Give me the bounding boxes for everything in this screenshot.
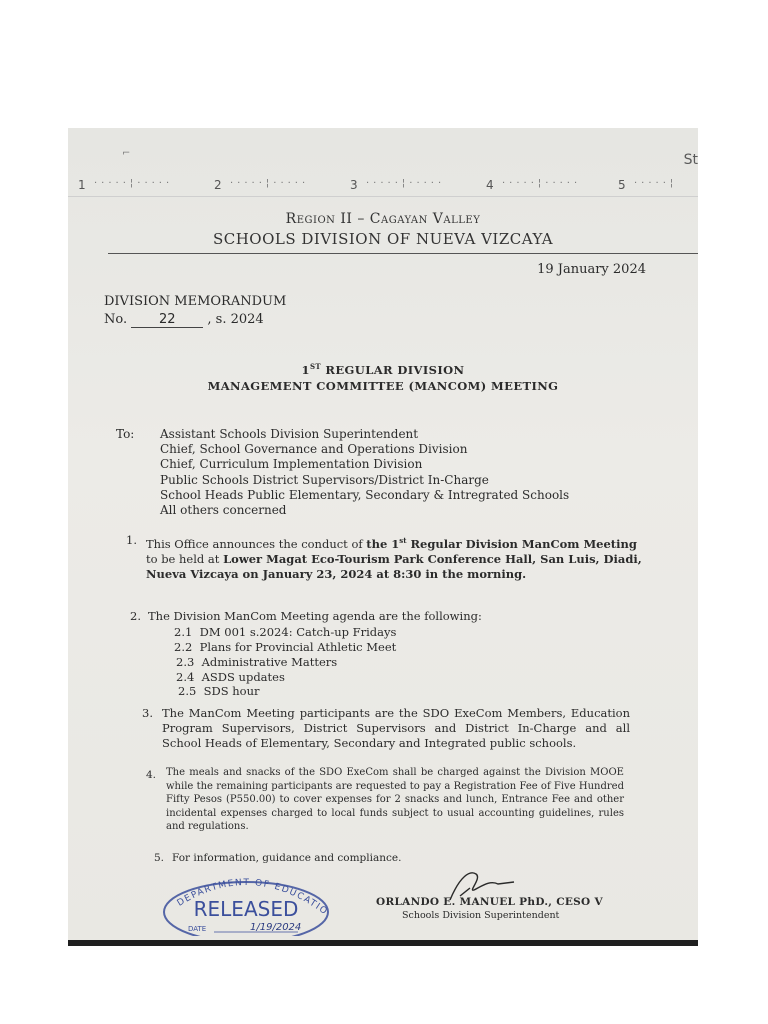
- document-photo: [68, 128, 698, 946]
- para-1-number: 1.: [126, 533, 137, 547]
- agenda-item: 2.3 Administrative Matters: [176, 655, 338, 669]
- corner-mark: ⌐: [122, 148, 131, 159]
- para-4-number: 4.: [146, 769, 157, 781]
- stamp-date-value: 1/19/2024: [250, 922, 302, 933]
- agenda-item: 2.2 Plans for Provincial Athletic Meet: [174, 640, 397, 654]
- ruler[interactable]: [68, 174, 698, 197]
- recipient: Assistant Schools Division Superintendent: [160, 427, 419, 441]
- memo-title-line2: MANAGEMENT COMMITTEE (MANCOM) MEETING: [207, 379, 559, 393]
- header-divider: [108, 253, 698, 254]
- memo-number: 22: [131, 312, 203, 328]
- released-stamp: [158, 874, 334, 936]
- signatory-title: Schools Division Superintendent: [402, 910, 560, 921]
- recipient: School Heads Public Elementary, Secondary & Intregrated Schools: [160, 488, 570, 502]
- window-edge-label: St: [683, 152, 698, 168]
- ruler-dots: ·····¦·····: [366, 178, 446, 189]
- recipient: Chief, School Governance and Operations Division: [160, 442, 468, 456]
- ruler-dots: ·····¦: [634, 178, 678, 189]
- photo-bottom-edge: [68, 940, 698, 946]
- para-5-number: 5.: [154, 852, 165, 864]
- recipient: All others concerned: [160, 503, 287, 517]
- stamp-released-word: RELEASED: [193, 897, 299, 921]
- ruler-dots: ·····¦·····: [502, 178, 582, 189]
- memo-number-line: [104, 312, 264, 328]
- ruler-dots: ·····¦·····: [94, 178, 174, 189]
- para-1-text: This Office announces the conduct of the 1st Regular Division ManCom Meeting to be held at Lower Magat Eco-Tourism Park Conference Hall, San Luis, Diadi, Nueva Vizcaya on January 23, 2024 at 8:30 in the morning.: [146, 536, 642, 581]
- memo-series: , s. 2024: [207, 312, 264, 327]
- para-4-text: The meals and snacks of the SDO ExeCom shall be charged against the Division MOOE while the remaining participants are requested to pay a Registration Fee of Five Hundred Fifty Pesos (P550.00) to cover expenses for 2 snacks and lunch, Entrance Fee and other incidental expenses charged to local funds subject to usual accounting guidelines, rules and regulations.: [166, 767, 624, 832]
- para-3-number: 3.: [142, 706, 153, 720]
- ruler-number: 3: [350, 178, 358, 192]
- para-2-number: 2.: [130, 609, 141, 623]
- region-heading: Region II – Cagayan Valley: [285, 211, 481, 227]
- memo-date: 19 January 2024: [537, 262, 646, 277]
- signatory-name: ORLANDO E. MANUEL PhD., CESO V: [376, 896, 603, 908]
- to-label: To:: [116, 427, 135, 441]
- recipient: Public Schools District Supervisors/District In-Charge: [160, 473, 489, 487]
- agenda-item: 2.4 ASDS updates: [176, 670, 285, 684]
- agenda-item: 2.1 DM 001 s.2024: Catch-up Fridays: [174, 625, 397, 639]
- ruler-dots: ·····¦·····: [230, 178, 310, 189]
- para-2-text: The Division ManCom Meeting agenda are the following:: [148, 609, 482, 623]
- memo-type-label: DIVISION MEMORANDUM: [104, 294, 287, 309]
- para-5-text: For information, guidance and compliance.: [172, 852, 402, 864]
- ruler-number: 2: [214, 178, 222, 192]
- memo-title-line1: 1ST REGULAR DIVISION: [301, 362, 465, 377]
- memo-no-prefix: No.: [104, 312, 128, 327]
- agenda-item: 2.5 SDS hour: [178, 684, 260, 698]
- para-3-text: The ManCom Meeting participants are the SDO ExeCom Members, Education Program Supervisors, District Supervisors and District In-Charge and all School Heads of Elementary, Secondary and Integrated public schools.: [162, 706, 630, 750]
- division-heading: SCHOOLS DIVISION OF NUEVA VIZCAYA: [212, 230, 554, 248]
- stamp-graphic: [158, 874, 334, 936]
- stamp-arc-text: DEPARTMENT OF EDUCATIO: [175, 877, 330, 918]
- ruler-number: 5: [618, 178, 626, 192]
- stamp-date-label: DATE: [188, 925, 207, 933]
- ruler-number: 4: [486, 178, 494, 192]
- recipient: Chief, Curriculum Implementation Division: [160, 457, 423, 471]
- ruler-number: 1: [78, 178, 86, 192]
